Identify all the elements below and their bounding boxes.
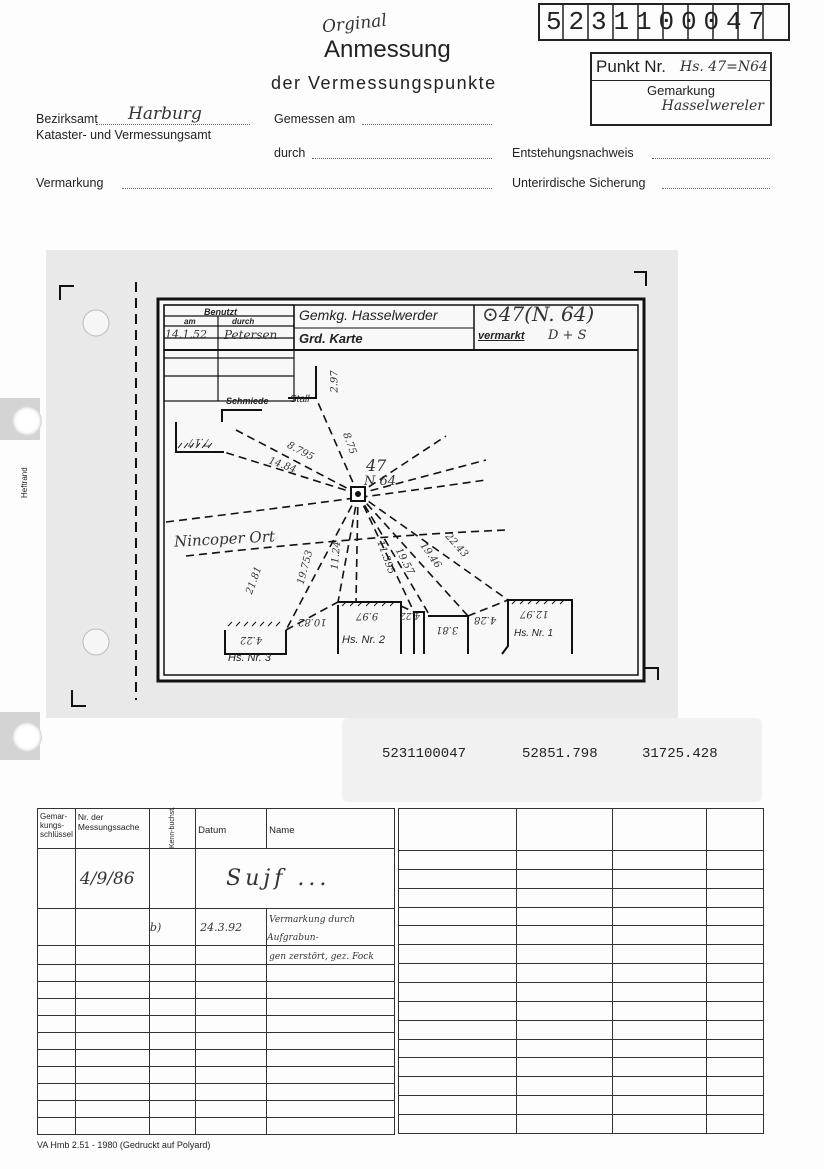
- coordinate-label: [342, 718, 762, 802]
- sicherung-label: Unterirdische Sicherung: [512, 176, 646, 190]
- measure-19-57: 19.57: [392, 546, 416, 577]
- punkt-box: [590, 52, 772, 126]
- entstehung-label: Entstehungsnachweis: [512, 146, 634, 160]
- col-kennbuchst: [149, 806, 195, 849]
- gemarkung-label: Gemarkung: [647, 83, 715, 98]
- am-header: am: [184, 317, 196, 326]
- point-number-top: 47: [366, 456, 387, 475]
- row2-name-1: Vermarkung durch Aufgrabun-: [267, 915, 356, 943]
- vermarkt-value: D + S: [548, 328, 587, 343]
- point-number-bottom: N 64: [364, 474, 397, 489]
- measure-19-753: 19.753: [295, 549, 316, 586]
- measure-8-75: 8.75: [340, 431, 359, 456]
- hs2-label: Hs. Nr. 2: [342, 634, 385, 646]
- benutzt-header: Benutzt: [204, 307, 237, 317]
- sicherung-line: [662, 188, 770, 189]
- punch-hole-top: [12, 406, 42, 436]
- sketch-card: [46, 250, 678, 718]
- gemessen-label: Gemessen am: [274, 112, 356, 126]
- row2-date: 24.3.92: [200, 921, 243, 934]
- row2-kenn: b): [149, 921, 162, 934]
- hs1-label: Hs. Nr. 1: [514, 628, 554, 639]
- vermarkt-label: vermarkt: [478, 330, 525, 342]
- col-messungssache: Nr. der Messungssache: [75, 809, 149, 849]
- measure-11-24: 11.24: [329, 540, 344, 571]
- page-title: Anmessung: [324, 36, 451, 63]
- punkt-value: Hs. 47=N64: [680, 59, 768, 75]
- history-table-right: [398, 808, 764, 1134]
- punkt-label: Punkt Nr.: [596, 57, 666, 76]
- kataster-label: Kataster- und Vermessungsamt: [36, 128, 212, 142]
- row2-name-2: gen zerstört, gez. Fock: [269, 952, 374, 962]
- gemarkung-value: Hasselwereler: [661, 98, 764, 114]
- measure-19-46: 19.46: [417, 540, 444, 571]
- punch-hole-bottom: [12, 722, 42, 752]
- coord-x: 52851.798: [522, 746, 598, 762]
- durch-label: durch: [274, 146, 306, 160]
- row1-signature: Sujf ...: [226, 866, 331, 891]
- measure-9-97: 9.97: [356, 610, 379, 621]
- col-gemarkung: Gemar-kungs-schlüssel: [38, 809, 76, 849]
- measure-22-43: 22.43: [442, 531, 470, 560]
- vermarkung-label: Vermarkung: [36, 176, 104, 190]
- measure-7-17: 7.17: [188, 436, 211, 447]
- measure-14-84: 14.84: [266, 455, 298, 476]
- row1-date: 4/9/86: [79, 868, 135, 889]
- grd-karte-label: Grd. Karte: [299, 331, 363, 346]
- bezirksamt-value: Harburg: [128, 104, 202, 124]
- gemessen-line: [362, 124, 492, 125]
- point-title: ⊙47(N. 64): [482, 302, 595, 326]
- col-kennbuchst-text: Kenn-buchst.: [169, 806, 177, 849]
- bezirksamt-label: Bezirksamt: [36, 112, 98, 126]
- measure-4-22-hs3: 4.22: [240, 634, 263, 645]
- document-number: 5231100047: [546, 7, 772, 37]
- measure-21-81: 21.81: [244, 565, 265, 596]
- entstehung-line: [652, 158, 770, 159]
- schmiede-label: Schmiede: [226, 396, 269, 406]
- measure-4-22: 4.22: [400, 610, 421, 620]
- original-note: Orginal: [321, 10, 388, 38]
- durch-header: durch: [232, 317, 255, 326]
- vermarkung-line: [122, 188, 492, 189]
- bezirksamt-line: [96, 124, 250, 125]
- measure-8-795: 8.795: [285, 439, 316, 464]
- measure-3-81: 3.81: [436, 624, 459, 635]
- durch-line: [312, 158, 492, 159]
- footer-print-note: VA Hmb 2.51 - 1980 (Gedruckt auf Polyard): [37, 1140, 211, 1150]
- measure-10-82: 10.82: [298, 616, 327, 627]
- heftrand-label: Heftrand: [20, 467, 29, 498]
- gemkg-label: Gemkg. Hasselwerder: [299, 307, 438, 323]
- col-name: Name: [267, 809, 395, 849]
- hs3-label: Hs. Nr. 3: [228, 652, 271, 664]
- benutzt-name: Petersen: [224, 328, 278, 342]
- measure-2-97: 2.97: [329, 370, 341, 393]
- benutzt-date: 14.1.52: [165, 328, 207, 341]
- nincoper-ort-label: Nincoper Ort: [173, 527, 276, 551]
- history-table-left: [37, 808, 395, 1135]
- coord-y: 31725.428: [642, 746, 718, 762]
- document-number-box: [538, 3, 790, 41]
- col-datum: Datum: [196, 809, 267, 849]
- page-subtitle: der Vermessungspunkte: [271, 73, 497, 93]
- stall-label: Stall: [290, 394, 310, 405]
- coord-id: 5231100047: [382, 746, 467, 762]
- measure-4-28: 4.28: [474, 614, 497, 625]
- measure-11-395: 11.395: [374, 539, 397, 576]
- measure-12-97: 12.97: [520, 608, 549, 619]
